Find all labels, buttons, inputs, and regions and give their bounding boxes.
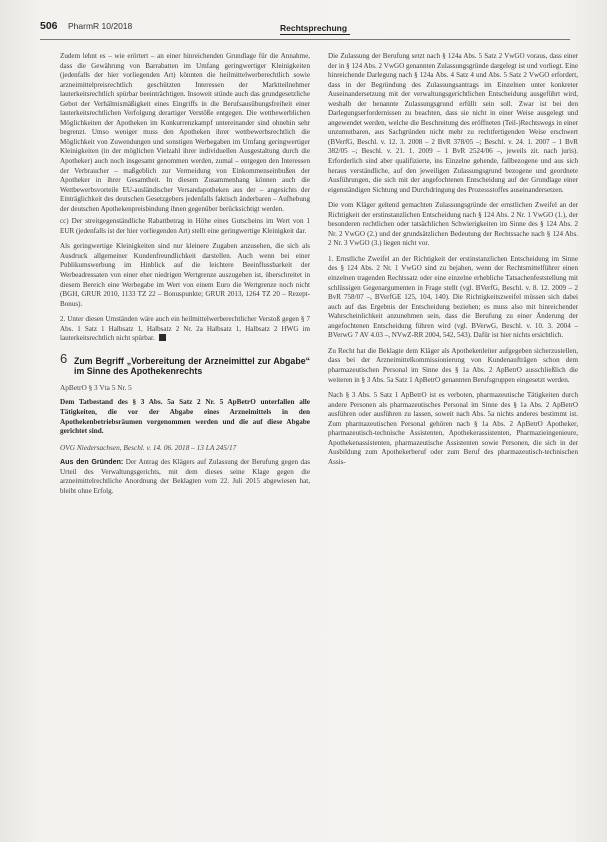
headnote: Dem Tatbestand des § 3 Abs. 5a Satz 2 Nr. 5 ApBetrO unterfallen alle Tätigkeiten, die vor der Abgabe eines Arzneimittels in den Apothekenbetriebsräumen vorgenommen werden und die auf diese Abgabe gerichtet sind. [60,398,310,436]
paragraph: Zu Recht hat die Beklagte dem Kläger als Apothekenleiter aufgegeben sicherzustellen, dass bei der Arzneimittelkommissionierung von Kundenaufträgen schon dem pharmazeutischen Personal im Sinne des § 1a Abs. 2 ApBetrO ausschließlich die weiteren in § 3 Abs. 5a Satz 1 ApBetrO genannten Berufsgruppen eingesetzt werden. [328,346,578,384]
case-norm: ApBetrO § 3 Vta 5 Nr. 5 [60,382,132,392]
section-title: Rechtsprechung [280,23,350,35]
case-title: Zum Begriff „Vorbereitung der Arzneimittel zur Abgabe“ im Sinne des Apothekenrechts [74,355,310,377]
paragraph: 1. Ernstliche Zweifel an der Richtigkeit der erstinstanzlichen Entscheidung im Sinne des § 124 Abs. 2 Nr. 1 VwGO sind zu bejahen, wenn der Rechtsmittelführer einen einzelnen tragenden Rechtssatz oder eine einzelne erhebliche Tatsachenfeststellung mit schlüssigen Gegenargumenten in Frage stellt (vgl. BVerfG, Beschl. v. 8. 12. 2009 – 2 BvR 758/07 –, BVerfGE 125, 104, 140). Die Richtigkeitszweifel müssen sich dabei auch auf das Ergebnis der Entscheidung beziehen; es muss also mit hinreichender Wahrscheinlichkeit anzunehmen sein, dass die Berufung zu einer Änderung der angefochtenen Entscheidung führen wird (vgl. BVerwG, Beschl. v. 10. 3. 2004 – BVerwG 7 AV 4.03 –, NVwZ-RR 2004, 542, 543). Dafür ist hier nichts ersichtlich. [328,254,578,340]
paragraph: Die Zulassung der Berufung setzt nach § 124a Abs. 5 Satz 2 VwGO voraus, dass einer der in § 124 Abs. 2 VwGO genannten Zulassungsgründe dargelegt ist und vorliegt. Eine hinreichende Darlegung nach § 124a Abs. 4 Satz 4 und Abs. 5 Satz 2 VwGO erfordert, dass in der Begründung des Zulassungsantrags im Einzelnen unter konkreter Auseinandersetzung mit der verwaltungsgerichtlichen Entscheidung ausgeführt wird, weshalb der benannte Zulassungsgrund erfüllt sein soll. Zwar ist bei den Darlegungserfordernissen zu beachten, dass sie nicht in einer Weise ausgelegt und angewendet werden, welche die Beschreitung des eröffneten (Teil-)Rechtswegs in einer unzumutbaren, aus Sachgründen nicht mehr zu rechtfertigenden Weise erschwert (BVerfG, Beschl. v. 12. 3. 2008 – 2 BvR 378/05 –; Beschl. v. 24. 1. 2007 – 1 BvR 382/05 –; Beschl. v. 21. 1. 2009 – 1 BvR 2524/06 –, jeweils zit. nach juris). Erforderlich sind aber qualifizierte, ins Einzelne gehende, fallbezogene und aus sich heraus verständliche, auf den jeweiligen Zulassungsgrund bezogene und geordnete Ausführungen, die sich mit der angefochtenen Entscheidung auf der Grundlage einer eigenständigen Sichtung und Durchdringung des Prozessstoffes auseinandersetzen. [328,52,578,194]
end-of-article-mark [159,334,166,341]
case-heading [60,350,310,377]
case-citation: OVG Niedersachsen, Beschl. v. 14. 06. 2018 – 13 LA 245/17 [60,442,237,452]
header-rule [40,39,570,40]
paragraph: Nach § 3 Abs. 5 Satz 1 ApBetrO ist es verboten, pharmazeutische Tätigkeiten durch andere Personen als pharmazeutisches Personal im Sinne des § 1a Abs. 2 ApBetrO ausführen oder ausführen zu lassen, soweit nach Abs. 5a nichts anderes bestimmt ist. Zum pharmazeutischen Personal gehören nach § 1a Abs. 2 ApBetrO Apotheker, pharmazeutisch-technische Assistenten, Apothekerassistenten, Pharmazieingenieure, Apothekenassistenten, pharmazeutische Assistenten sowie Personen, die sich in der Ausbildung zum Apothekerberuf oder zum Beruf des pharmazeutisch-technischen Assis- [328,391,578,466]
grounds-text: Der Antrag des Klägers auf Zulassung der Berufung gegen das Urteil des Verwaltungsgerichts, mit dem dieses seine Klage gegen die arzneimittelrechtliche Anordnung der Beklagten vom 22. Juli 2015 abgewiesen hat, bleibt ohne Erfolg. [60,458,311,495]
page-number: 506 [40,20,58,32]
paragraph: Als geringwertige Kleinigkeiten sind nur kleinere Zugaben anzusehen, die sich als Ausdruck allgemeiner Kundenfreundlichkeit darstellen. Auch wenn bei einer Publikumswerbung im Hinblick auf die leichtere Beeinflussbarkeit der Werbeadressaten von einer eher niedrigen Wertgrenze auszugehen ist, überschreitet in diesem Bereich eine Werbegabe im Wert von einem Euro die Wertgrenze noch nicht (BGH, GRUR 2010, 1133 TZ 22 – Bonuspunkte; GRUR 2013, 1264 TZ 20 – Rezept-Bonus). [60,242,310,308]
paragraph [60,315,310,344]
paragraph: Die vom Kläger geltend gemachten Zulassungsgründe der ernstlichen Zweifel an der Richtigkeit der erstinstanzlichen Entscheidung nach § 124 Abs. 2 Nr. 1 VwGO (1.), der besonderen rechtlichen oder tatsächlichen Schwierigkeiten im Sinne des § 124 Abs. 2 Nr. 2 VwGO (2.) und der grundsätzlichen Bedeutung der Rechtssache nach § 124 Abs. 2 Nr. 3 VwGO (3.) liegen nicht vor. [328,201,578,248]
case-number: 6 [60,350,68,366]
right-column [328,52,578,470]
paragraph: Zudem lehnt es – wie erörtert – an einer hinreichenden Grundlage für die Annahme, dass die Gewährung von Barrabatten im Umfang geringwertiger Kleinigkeiten (jedenfalls der hier vorliegenden Art) könnten die heilmittelwerberechtlich sowie arzneimittelpreisrechtlich geschützten Interessen der Marktteilnehmer lauterkeitsrechtlich spürbar beeinträchtigen. Insoweit stünde auch das grundgesetzliche Gebot der Verhältnismäßigkeit eines Eingriffs in die Berufsausübungsfreiheit einer lauterkeitsrechtlichen Verfolgung derartiger Verstöße entgegen. Die wettbewerblichen Möglichkeiten der Apotheken im Konkurrenzkampf untereinander sind ohnehin sehr begrenzt. Umso weniger muss den Apotheken ihrer wettbewerbsrechtlich die Möglichkeit von Zuwendungen und sonstigen Werbegaben im Umfang geringwertiger Kleinigkeiten (in der möglichen Vielzahl ihrer individuellen Ausgestaltung durch die Apotheker) auch noch insgesamt genommen werden, zumal – entgegen den Interessen der Verbraucher – maßgeblich zur Vermeidung von Einkommenseinbußen der Apotheker in ihrer Gesamtheit. In diesem Zusammenhang können auch die Wettbewerbsvorteile EU-ausländischer Versandapotheken aus der – angesichts der Einträglichkeit des deutschen Gesetzgebers jedenfalls faktisch änderbaren – Aufhebung der deutschen Apothekenpreisbindung ihnen gegenüber berücksichtigt werden. [60,52,310,213]
grounds-paragraph [60,458,310,496]
paragraph-text: 2. Unter diesen Umständen wäre auch ein heilmittelwerberechtlicher Verstoß gegen § 7 Abs. 1 Satz 1 Halbsatz 1, Halbsatz 2 Nr. 2a Halbsatz 1, Halbsatz 2 HWG im lauterkeitsrechtlich nicht spürbar. [60,315,310,343]
running-header [40,18,573,40]
paragraph: cc) Der streitgegenständliche Rabattbetrag in Höhe eines Gutscheins im Wert von 1 EUR (jedenfalls ist der hier vorliegenden Art) stellt eine geringwertige Kleinigkeit dar. [60,217,310,235]
left-column [60,52,310,500]
journal-title: PharmR 10/2018 [68,21,133,31]
grounds-label: Aus den Gründen: [60,458,124,467]
